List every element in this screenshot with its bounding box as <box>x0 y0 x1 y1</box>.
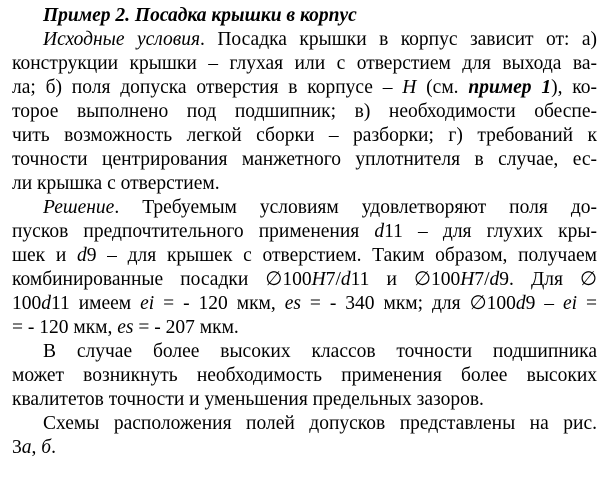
paragraph-3-line-2: может возникнуть необходимость применения более высоких <box>12 365 597 386</box>
paragraph-2-line-4: комбинированные посадки ∅100H7/d11 и ∅100H7/d9. Для ∅ <box>12 269 598 290</box>
paragraph-1-line-7: ли крышка с отверстием. <box>12 173 220 194</box>
example-title: Пример 2. Посадка крышки в корпус <box>43 5 357 26</box>
paragraph-4-line-1: Схемы расположения полей допусков представлены на рис. <box>43 413 597 434</box>
example-1-reference: пример 1 <box>468 77 552 98</box>
figure-reference: 3 <box>12 437 22 458</box>
paragraph-1-line-4: торое выполнено под подшипник; в) необходимости обеспе- <box>12 101 597 122</box>
paragraph-1-line-1: Исходные условия. Посадка крышки в корпус зависит от: а) <box>43 29 597 50</box>
paragraph-2-line-2: пусков предпочтительного применения d11 – для глухих кры- <box>12 221 597 242</box>
paragraph-1-line-2: конструкции крышки – глухая или с отверстием для выхода ва- <box>12 53 597 74</box>
paragraph-1-line-6: точности центрирования манжетного уплотнителя в случае, ес- <box>12 149 597 170</box>
paragraph-2-line-3: шек и d9 – для крышек с отверстием. Таким образом, получаем <box>12 245 597 266</box>
paragraph-1-line-3: ла; б) поля допуска отверстия в корпусе – H (см. пример 1), ко- <box>12 77 597 98</box>
paragraph-3-line-1: В случае более высоких классов точности подшипника <box>43 341 597 362</box>
paragraph-4-line-2: 3а, б. <box>12 437 56 458</box>
initial-conditions-label: Исходные условия <box>43 29 201 50</box>
paragraph-1-line-5: чить возможность легкой сборки – разборки; г) требований к <box>12 125 597 146</box>
paragraph-3-line-3: квалитетов точности и уменьшения предельных зазоров. <box>12 389 484 410</box>
paragraph-2-line-5: 100d11 имеем ei = - 120 мкм, es = - 340 мкм; для ∅100d9 – ei = <box>12 293 598 314</box>
paragraph-2-line-6: = - 120 мкм, es = - 207 мкм. <box>12 317 239 338</box>
paragraph-2-line-1: Решение. Требуемым условиям удовлетворяют поля до- <box>43 197 597 218</box>
solution-label: Решение <box>43 197 115 218</box>
